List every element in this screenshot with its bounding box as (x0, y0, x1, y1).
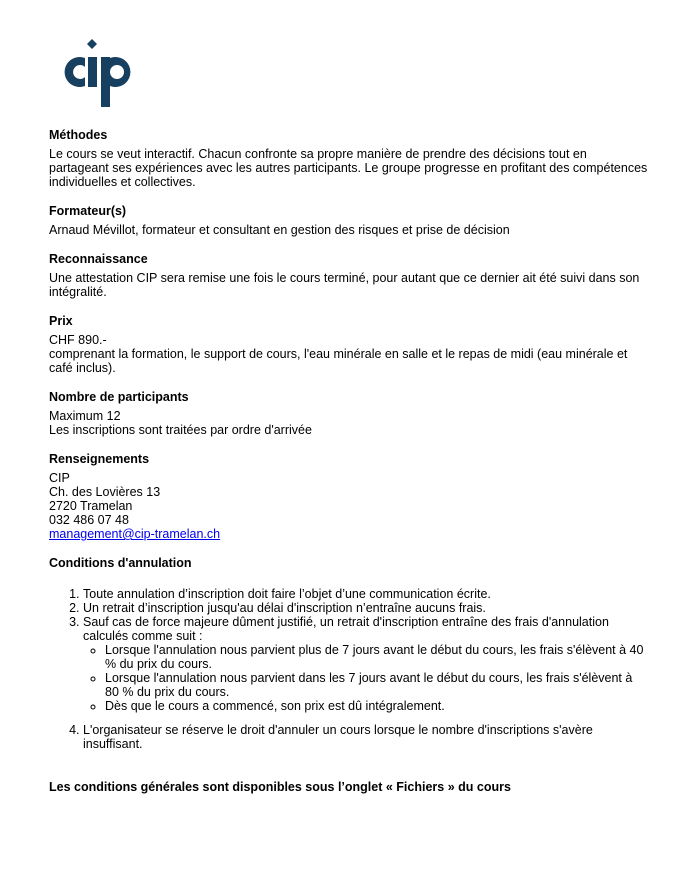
general-conditions-note: Les conditions générales sont disponibles sous l’onglet « Fichiers » du cours (49, 780, 511, 794)
contact-city: 2720 Tramelan (49, 499, 133, 513)
section-reconnaissance (49, 252, 649, 299)
list-item: 2. Un retrait d’inscription jusqu'au délai d'inscription n’entraîne aucuns frais. (83, 601, 649, 615)
contact-phone: 032 486 07 48 (49, 513, 129, 527)
section-participants (49, 390, 649, 437)
section-annulation (49, 556, 649, 751)
sublist-item: ◦ Dès que le cours a commencé, son prix est dû intégralement. (105, 699, 649, 713)
list-item (83, 615, 649, 713)
annulation-list (49, 587, 649, 751)
list-item: 1. Toute annulation d’inscription doit faire l’objet d’une communication écrite. (83, 587, 649, 601)
price-value: CHF 890.- (49, 333, 107, 347)
section-text: Arnaud Mévillot, formateur et consultant en gestion des risques et prise de décision (49, 223, 510, 237)
list-item: 4. L'organisateur se réserve le droit d'annuler un cours lorsque le nombre d'inscriptions s'avère insuffisant. (83, 723, 649, 751)
sublist-item: ◦ Lorsque l'annulation nous parvient plus de 7 jours avant le début du cours, les frais s'élèvent à 40 % du prix du cours. (105, 643, 649, 671)
price-description: comprenant la formation, le support de cours, l'eau minérale en salle et le repas de midi (eau minérale et café inclus). (49, 347, 628, 375)
section-text: Une attestation CIP sera remise une fois le cours terminé, pour autant que ce dernier ait été suivi dans son intégralité. (49, 271, 640, 299)
list-item-text: Sauf cas de force majeure dûment justifié, un retrait d'inscription entraîne des frais d'annulation calculés comme suit : (83, 615, 609, 643)
sublist-item: ◦ Lorsque l'annulation nous parvient dans les 7 jours avant le début du cours, les frais s'élèvent à 80 % du prix du cours. (105, 671, 649, 699)
course-details (49, 128, 649, 794)
cip-logo (55, 36, 151, 108)
section-title: Prix (49, 314, 73, 328)
contact-street: Ch. des Lovières 13 (49, 485, 161, 499)
section-title: Renseignements (49, 452, 150, 466)
section-title: Méthodes (49, 128, 108, 142)
participants-max: Maximum 12 (49, 409, 121, 423)
section-title: Nombre de participants (49, 390, 189, 404)
contact-email-link[interactable]: management@cip-tramelan.ch (49, 527, 221, 541)
section-title: Reconnaissance (49, 252, 148, 266)
section-text: Le cours se veut interactif. Chacun confronte sa propre manière de prendre des décisions tout en partageant ses expériences avec les autres participants. Le groupe progresse en profitant des compétences individuelles et collectives. (49, 147, 648, 189)
contact-name: CIP (49, 471, 70, 485)
section-formateurs (49, 204, 649, 237)
fee-sublist (83, 643, 649, 713)
section-title: Conditions d'annulation (49, 556, 192, 570)
section-title: Formateur(s) (49, 204, 127, 218)
section-renseignements (49, 452, 649, 541)
participants-note: Les inscriptions sont traitées par ordre d'arrivée (49, 423, 312, 437)
section-methodes (49, 128, 649, 189)
section-prix (49, 314, 649, 375)
